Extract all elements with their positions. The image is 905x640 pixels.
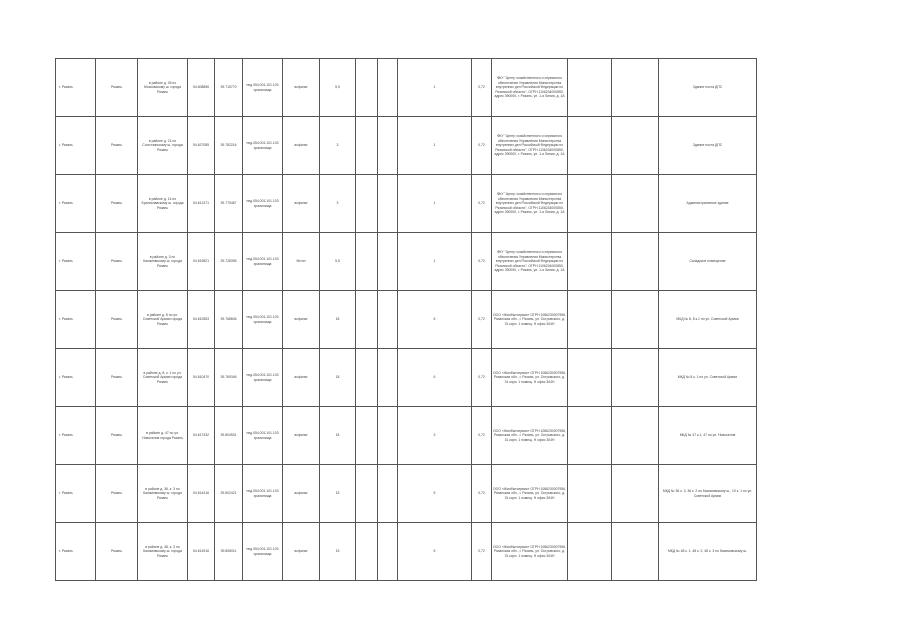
empty-cell: [568, 233, 612, 291]
empty-cell: [378, 117, 398, 175]
area-cell: 3: [320, 175, 356, 233]
address-cell: в районе д. 45 по Московскому ш. города Рязань: [138, 59, 188, 117]
table-row: [56, 117, 757, 175]
container-count-cell: 3: [398, 407, 472, 465]
city-cell: г. Рязань: [56, 465, 96, 523]
city-cell: г. Рязань: [56, 349, 96, 407]
empty-cell: [612, 465, 659, 523]
city-cell: г. Рязань: [56, 175, 96, 233]
latitude-cell: 54.619821: [188, 233, 215, 291]
latitude-cell: 54.608856: [188, 59, 215, 117]
district-cell: Рязань: [96, 291, 138, 349]
table-row: [56, 291, 757, 349]
volume-cell: 0,72: [472, 291, 492, 349]
longitude-cell: 39.808011: [215, 523, 243, 581]
empty-cell: [378, 407, 398, 465]
volume-cell: 0,72: [472, 233, 492, 291]
empty-cell: [612, 523, 659, 581]
empty-cell: [378, 349, 398, 407]
district-cell: Рязань: [96, 59, 138, 117]
area-cell: 15: [320, 465, 356, 523]
empty-cell: [568, 175, 612, 233]
source-cell: МКД № 8 к. 1 по ул. Советской Армии: [659, 349, 757, 407]
empty-cell: [378, 465, 398, 523]
area-cell: 18: [320, 349, 356, 407]
empty-cell: [568, 349, 612, 407]
table-row: [56, 349, 757, 407]
owner-cell: ФКУ "Центр хозяйственного и сервисного обеспечения Управления Министерства внутренних дел Российской Федерации по Рязанской области", ОГРН 1106234000850, адрес 390000, г. Рязань, ул. 1-я Линия, д. 1А: [492, 233, 568, 291]
longitude-cell: 39.728395: [215, 233, 243, 291]
address-cell: в районе д. 8, к. 1 по ул. Советской Армии города Рязань: [138, 349, 188, 407]
city-cell: г. Рязань: [56, 291, 96, 349]
volume-cell: 0,72: [472, 59, 492, 117]
longitude-cell: 39.715770: [215, 59, 243, 117]
empty-cell: [356, 465, 378, 523]
empty-cell: [612, 349, 659, 407]
district-cell: Рязань: [96, 465, 138, 523]
latitude-cell: 54.610553: [188, 291, 215, 349]
classifier-cell: нпд.054.001.101.103 хранилища: [243, 523, 283, 581]
source-cell: МКД № 47 к.1, 47 по ул. Новоселов: [659, 407, 757, 465]
container-count-cell: 6: [398, 349, 472, 407]
table-row: [56, 465, 757, 523]
container-count-cell: 5: [398, 465, 472, 523]
district-cell: Рязань: [96, 523, 138, 581]
longitude-cell: 39.775467: [215, 175, 243, 233]
classifier-cell: нпд.054.001.101.103 хранилища: [243, 349, 283, 407]
district-cell: Рязань: [96, 349, 138, 407]
address-cell: в районе д. 47 по ул. Новоселов города Рязань: [138, 407, 188, 465]
classifier-cell: нпд.054.001.101.103 хранилища: [243, 407, 283, 465]
volume-cell: 0,72: [472, 349, 492, 407]
city-cell: г. Рязань: [56, 59, 96, 117]
address-cell: в районе д. 14 по Братиславскому ш. города Рязань: [138, 175, 188, 233]
source-cell: Здание поста ДПС: [659, 59, 757, 117]
classifier-cell: нпд.054.001.101.103 хранилища: [243, 233, 283, 291]
surface-cell: асфальт: [283, 59, 320, 117]
longitude-cell: 39.769346: [215, 349, 243, 407]
owner-cell: ООО «Жилбытсервис» ОГРН 1086230007956, Рязанская обл., г. Рязань, ул. Островского, д. 31 корп. 1 помещ. Н офис 304Н: [492, 349, 568, 407]
owner-cell: ФКУ "Центр хозяйственного и сервисного обеспечения Управления Министерства внутренних дел Российской Федерации по Рязанской области", ОГРН 1106234000850, адрес 390000, г. Рязань, ул. 1-я Линия, д. 1А: [492, 117, 568, 175]
longitude-cell: 39.804531: [215, 407, 243, 465]
volume-cell: 0,72: [472, 117, 492, 175]
area-cell: 18: [320, 291, 356, 349]
container-count-cell: 1: [398, 117, 472, 175]
empty-cell: [378, 59, 398, 117]
address-cell: в районе д. 36, к. 3 по Касимовскому ш. города Рязань: [138, 465, 188, 523]
register-table: [55, 58, 757, 581]
latitude-cell: 54.614916: [188, 523, 215, 581]
surface-cell: асфальт: [283, 117, 320, 175]
empty-cell: [568, 117, 612, 175]
source-cell: МКД № 8, 8 к.1 по ул. Советской Армии: [659, 291, 757, 349]
source-cell: Здание поста ДПС: [659, 117, 757, 175]
address-cell: в районе д. 48, к. 3 по Касимовскому ш. города Рязань: [138, 523, 188, 581]
owner-cell: ООО «Жилбытсервис» ОГРН 1086230007956, Рязанская обл., г. Рязань, ул. Островского, д. 31 корп. 1 помещ. Н офис 304Н: [492, 465, 568, 523]
empty-cell: [356, 407, 378, 465]
district-cell: Рязань: [96, 233, 138, 291]
surface-cell: асфальт: [283, 407, 320, 465]
surface-cell: асфальт: [283, 175, 320, 233]
empty-cell: [378, 523, 398, 581]
longitude-cell: 39.802421: [215, 465, 243, 523]
address-cell: в районе д. 8 по ул. Советской Армии города Рязань: [138, 291, 188, 349]
empty-cell: [612, 407, 659, 465]
source-cell: Административное здание: [659, 175, 757, 233]
district-cell: Рязань: [96, 407, 138, 465]
city-cell: г. Рязань: [56, 523, 96, 581]
source-cell: МКД № 48 к. 1, 48 к. 2, 48 к. 3 по Касимовскому ш.: [659, 523, 757, 581]
empty-cell: [568, 291, 612, 349]
owner-cell: ФКУ "Центр хозяйственного и сервисного обеспечения Управления Министерства внутренних дел Российской Федерации по Рязанской области", ОГРН 1106234000850, адрес 390000, г. Рязань, ул. 1-я Линия, д. 1А: [492, 175, 568, 233]
district-cell: Рязань: [96, 117, 138, 175]
surface-cell: асфальт: [283, 349, 320, 407]
classifier-cell: нпд.054.001.101.103 хранилища: [243, 175, 283, 233]
container-count-cell: 1: [398, 233, 472, 291]
source-cell: МКД № 36 к. 3, 36 к. 2 по Касимовскому ш., 10 к. 1 по ул. Советской Армии: [659, 465, 757, 523]
empty-cell: [568, 523, 612, 581]
empty-cell: [612, 175, 659, 233]
container-count-cell: 6: [398, 291, 472, 349]
city-cell: г. Рязань: [56, 407, 96, 465]
classifier-cell: нпд.054.001.101.103 хранилища: [243, 59, 283, 117]
latitude-cell: 54.610470: [188, 349, 215, 407]
empty-cell: [568, 465, 612, 523]
district-cell: Рязань: [96, 175, 138, 233]
empty-cell: [612, 59, 659, 117]
address-cell: в районе д. 21 по Солотчинскому ш. города Рязань: [138, 117, 188, 175]
empty-cell: [356, 523, 378, 581]
empty-cell: [612, 233, 659, 291]
container-count-cell: 1: [398, 175, 472, 233]
volume-cell: 0,72: [472, 523, 492, 581]
owner-cell: ФКУ "Центр хозяйственного и сервисного обеспечения Управления Министерства внутренних дел Российской Федерации по Рязанской области", ОГРН 1106234000850, адрес 390000, г. Рязань, ул. 1-я Линия, д. 1А: [492, 59, 568, 117]
table-row: [56, 175, 757, 233]
surface-cell: асфальт: [283, 465, 320, 523]
latitude-cell: 54.612471: [188, 175, 215, 233]
address-cell: в районе д. 3 по Касимовскому ш. города Рязань: [138, 233, 188, 291]
latitude-cell: 54.614416: [188, 465, 215, 523]
longitude-cell: 39.768846: [215, 291, 243, 349]
longitude-cell: 39.782216: [215, 117, 243, 175]
empty-cell: [356, 117, 378, 175]
empty-cell: [378, 175, 398, 233]
table-row: [56, 59, 757, 117]
empty-cell: [568, 59, 612, 117]
area-cell: 18: [320, 407, 356, 465]
empty-cell: [568, 407, 612, 465]
area-cell: 15: [320, 523, 356, 581]
empty-cell: [356, 349, 378, 407]
latitude-cell: 54.617432: [188, 407, 215, 465]
container-count-cell: 1: [398, 59, 472, 117]
area-cell: 3: [320, 117, 356, 175]
area-cell: 5,5: [320, 59, 356, 117]
empty-cell: [356, 291, 378, 349]
container-count-cell: 5: [398, 523, 472, 581]
classifier-cell: нпд.054.001.101.103 хранилища: [243, 117, 283, 175]
city-cell: г. Рязань: [56, 233, 96, 291]
owner-cell: ООО «Жилбытсервис» ОГРН 1086230007956, Рязанская обл., г. Рязань, ул. Островского, д. 31 корп. 1 помещ. Н офис 304Н: [492, 291, 568, 349]
empty-cell: [356, 233, 378, 291]
empty-cell: [612, 117, 659, 175]
volume-cell: 0,72: [472, 175, 492, 233]
table-row: [56, 233, 757, 291]
empty-cell: [378, 291, 398, 349]
source-cell: Складское помещение: [659, 233, 757, 291]
table-row: [56, 523, 757, 581]
empty-cell: [378, 233, 398, 291]
classifier-cell: нпд.054.001.101.103 хранилища: [243, 465, 283, 523]
empty-cell: [356, 59, 378, 117]
volume-cell: 0,72: [472, 407, 492, 465]
table-row: [56, 407, 757, 465]
volume-cell: 0,72: [472, 465, 492, 523]
surface-cell: асфальт: [283, 291, 320, 349]
surface-cell: асфальт: [283, 523, 320, 581]
owner-cell: ООО «Жилбытсервис» ОГРН 1086230007956, Рязанская обл., г. Рязань, ул. Островского, д. 31 корп. 1 помещ. Н офис 304Н: [492, 523, 568, 581]
classifier-cell: нпд.054.001.101.103 хранилища: [243, 291, 283, 349]
area-cell: 5,5: [320, 233, 356, 291]
city-cell: г. Рязань: [56, 117, 96, 175]
empty-cell: [612, 291, 659, 349]
surface-cell: бетон: [283, 233, 320, 291]
latitude-cell: 54.627085: [188, 117, 215, 175]
empty-cell: [356, 175, 378, 233]
owner-cell: ООО «Жилбытсервис» ОГРН 1086230007956, Рязанская обл., г. Рязань, ул. Островского, д. 31 корп. 1 помещ. Н офис 304Н: [492, 407, 568, 465]
